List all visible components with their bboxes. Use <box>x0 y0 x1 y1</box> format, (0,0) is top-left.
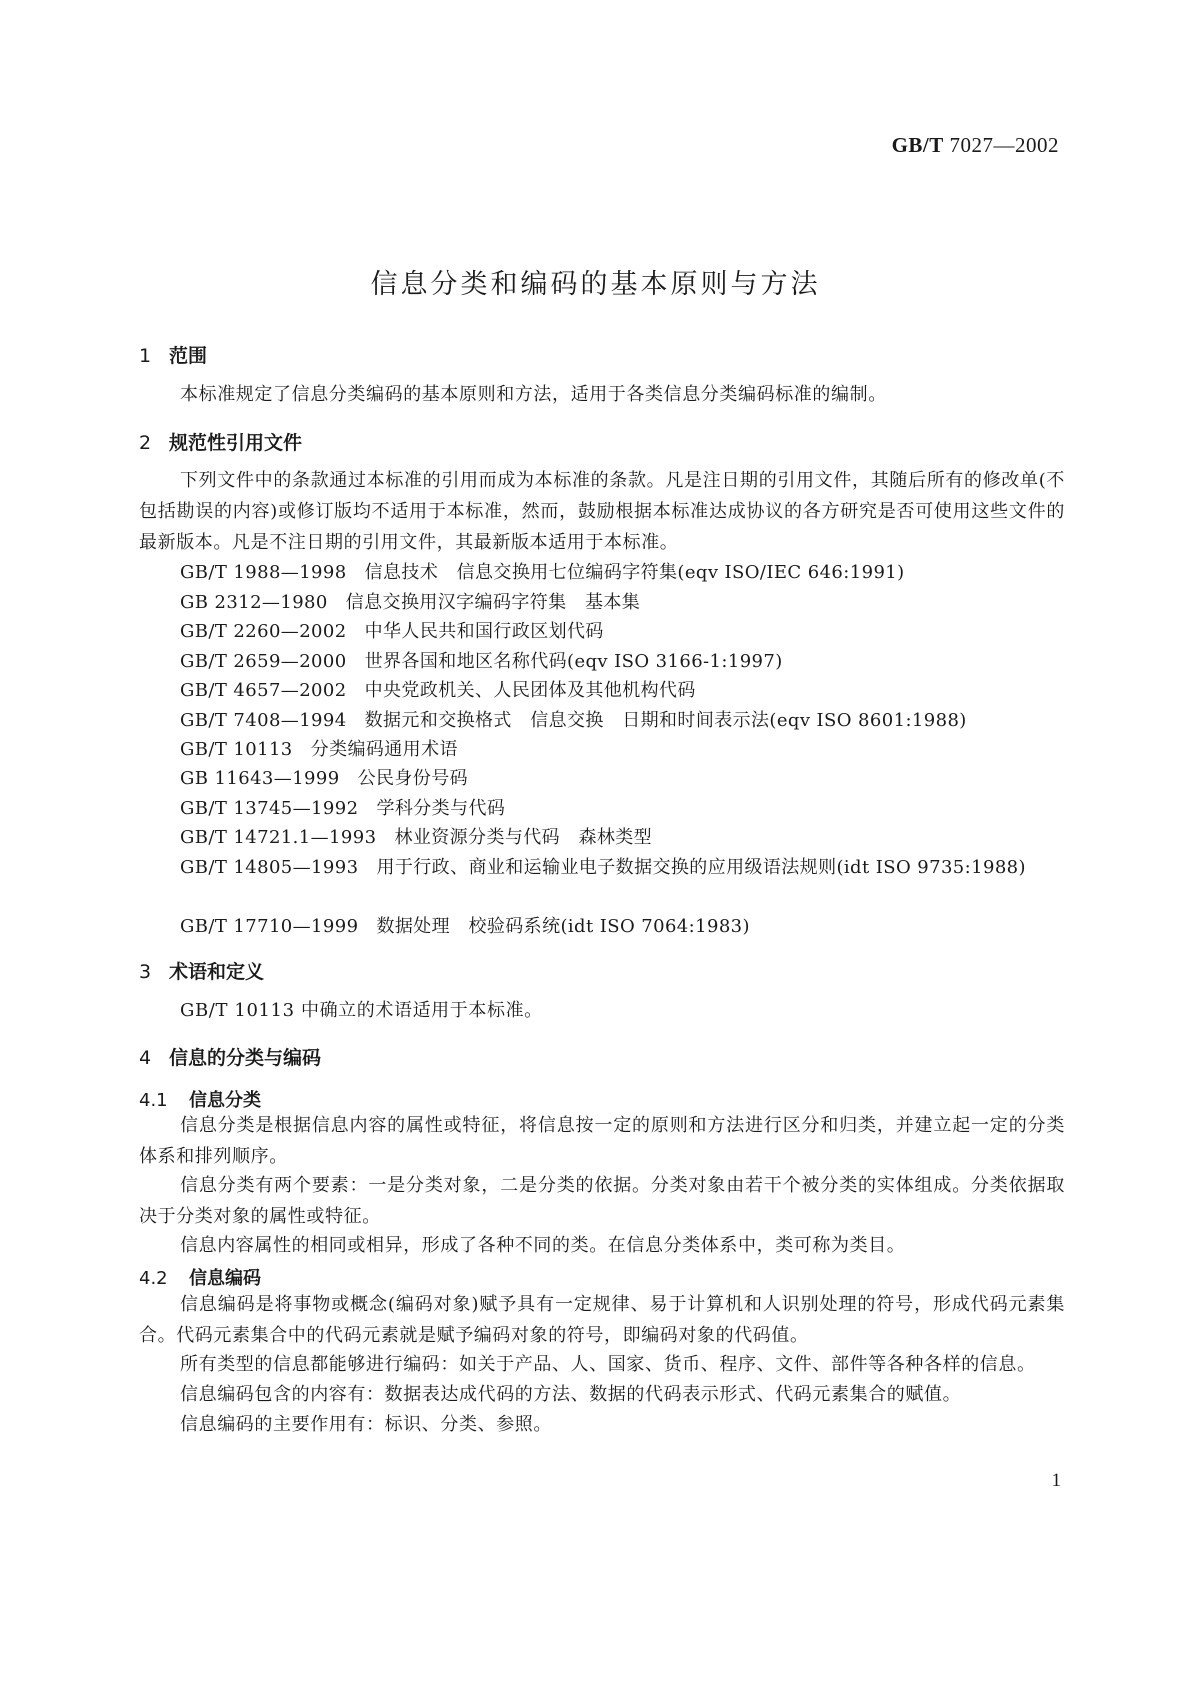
reference-code: GB/T 2260—2002 <box>180 621 347 642</box>
reference-item <box>180 793 1065 824</box>
section-number: 1 <box>139 345 152 367</box>
section-4-2-paragraph: 信息编码包含的内容有：数据表达成代码的方法、数据的代码表示形式、代码元素集合的赋值。 <box>180 1384 962 1405</box>
section-number: 2 <box>139 432 152 454</box>
reference-code: GB/T 4657—2002 <box>180 680 347 701</box>
reference-item <box>180 705 1065 736</box>
reference-code: GB/T 2659—2000 <box>180 651 347 672</box>
section-4-1-heading <box>139 1086 261 1112</box>
section-title: 信息的分类与编码 <box>169 1047 322 1069</box>
section-title: 范围 <box>169 345 208 367</box>
reference-code: GB/T 14805—1993 <box>180 857 359 878</box>
section-title: 信息编码 <box>189 1268 261 1289</box>
reference-item <box>180 616 1065 647</box>
reference-item <box>180 911 1065 942</box>
reference-code: GB/T 13745—1992 <box>180 798 359 819</box>
section-2-heading <box>139 428 302 455</box>
standard-code <box>892 133 1059 158</box>
section-4-2-heading <box>139 1264 261 1290</box>
reference-item <box>180 557 1065 588</box>
reference-title: 林业资源分类与代码 森林类型 <box>394 827 653 848</box>
document-title: 信息分类和编码的基本原则与方法 <box>370 269 821 300</box>
reference-code: GB/T 14721.1—1993 <box>180 827 377 848</box>
standard-code-number: 7027—2002 <box>949 133 1059 157</box>
reference-title: 用于行政、商业和运输业电子数据交换的应用级语法规则(idt ISO 9735:1988) <box>376 857 1026 878</box>
section-1-heading <box>139 341 207 368</box>
reference-title: 学科分类与代码 <box>376 798 506 819</box>
section-4-1-paragraph: 信息分类是根据信息内容的属性或特征，将信息按一定的原则和方法进行区分和归类，并建立起一定的分类体系和排列顺序。 <box>139 1115 1065 1167</box>
reference-item <box>139 852 1065 883</box>
section-title: 规范性引用文件 <box>169 432 303 454</box>
section-4-2-paragraph: 所有类型的信息都能够进行编码：如关于产品、人、国家、货币、程序、文件、部件等各种各样的信息。 <box>180 1354 1036 1375</box>
reference-code: GB/T 7408—1994 <box>180 710 347 731</box>
reference-item <box>180 822 1065 853</box>
section-3-text: GB/T 10113 中确立的术语适用于本标准。 <box>180 1000 543 1021</box>
section-number: 4 <box>139 1047 152 1069</box>
reference-item <box>180 675 1065 706</box>
section-number: 4.2 <box>139 1268 168 1289</box>
section-4-2-paragraph: 信息编码的主要作用有：标识、分类、参照。 <box>180 1414 552 1435</box>
reference-title: 信息技术 信息交换用七位编码字符集(eqv ISO/IEC 646:1991) <box>364 562 905 583</box>
section-title: 术语和定义 <box>169 961 265 983</box>
section-1-text: 本标准规定了信息分类编码的基本原则和方法，适用于各类信息分类编码标准的编制。 <box>180 384 887 405</box>
section-number: 3 <box>139 961 152 983</box>
section-4-1-paragraph: 信息内容属性的相同或相异，形成了各种不同的类。在信息分类体系中，类可称为类目。 <box>180 1235 906 1256</box>
section-title: 信息分类 <box>189 1090 261 1111</box>
reference-item <box>180 646 1065 677</box>
reference-title: 分类编码通用术语 <box>310 739 458 760</box>
reference-title: 数据元和交换格式 信息交换 日期和时间表示法(eqv ISO 8601:1988) <box>364 710 967 731</box>
standard-code-prefix: GB/T <box>891 133 944 157</box>
reference-title: 信息交换用汉字编码字符集 基本集 <box>345 592 641 613</box>
reference-title: 世界各国和地区名称代码(eqv ISO 3166-1:1997) <box>364 651 783 672</box>
section-3-heading <box>139 957 264 984</box>
reference-title: 数据处理 校验码系统(idt ISO 7064:1983) <box>376 916 750 937</box>
reference-title: 公民身份号码 <box>357 768 469 789</box>
reference-code: GB 11643—1999 <box>180 768 340 789</box>
reference-item <box>180 587 1065 618</box>
section-2-intro: 下列文件中的条款通过本标准的引用而成为本标准的条款。凡是注日期的引用文件，其随后所有的修改单(不包括勘误的内容)或修订版均不适用于本标准，然而，鼓励根据本标准达成协议的各方研究是否可使用这些文件的最新版本。凡是不注日期的引用文件，其最新版本适用于本标准。 <box>139 470 1065 553</box>
section-4-1-paragraph: 信息分类有两个要素：一是分类对象，二是分类的依据。分类对象由若干个被分类的实体组成。分类依据取决于分类对象的属性或特征。 <box>139 1175 1065 1227</box>
section-4-2-paragraph: 信息编码是将事物或概念(编码对象)赋予具有一定规律、易于计算机和人识别处理的符号，形成代码元素集合。代码元素集合中的代码元素就是赋予编码对象的符号，即编码对象的代码值。 <box>139 1294 1065 1346</box>
section-4-heading <box>139 1043 321 1070</box>
reference-code: GB/T 10113 <box>180 739 293 760</box>
reference-code: GB/T 17710—1999 <box>180 916 359 937</box>
reference-code: GB/T 1988—1998 <box>180 562 347 583</box>
reference-item <box>180 734 1065 765</box>
section-number: 4.1 <box>139 1090 168 1111</box>
reference-title: 中央党政机关、人民团体及其他机构代码 <box>364 680 696 701</box>
reference-title: 中华人民共和国行政区划代码 <box>364 621 604 642</box>
page-number: 1 <box>1051 1470 1061 1491</box>
reference-code: GB 2312—1980 <box>180 592 328 613</box>
reference-item <box>180 763 1065 794</box>
